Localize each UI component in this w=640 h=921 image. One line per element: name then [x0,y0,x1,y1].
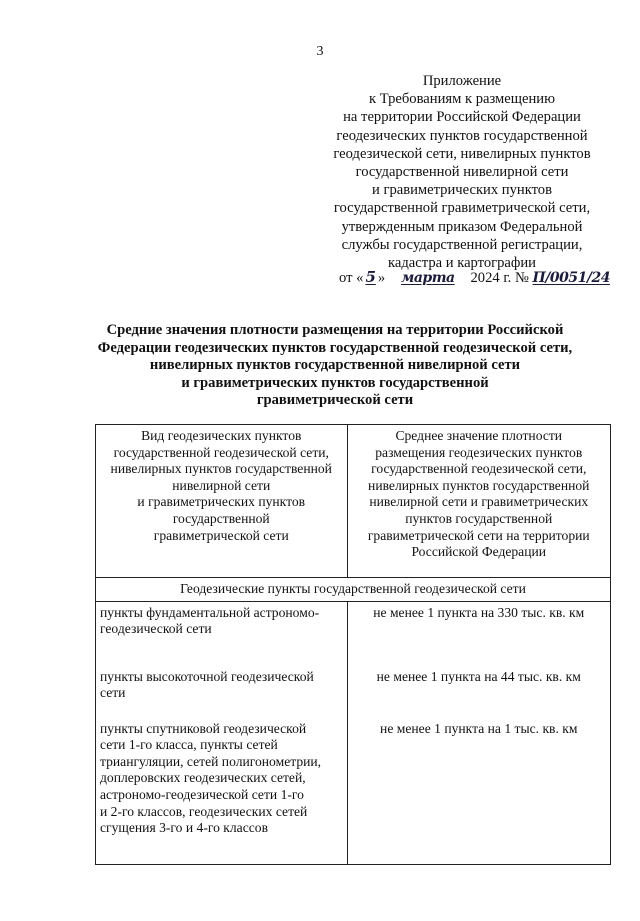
cell-line: и 2-го классов, геодезических сетей [100,803,308,819]
appendix-line: геодезической сети, нивелирных пунктов [333,145,591,162]
cell-line: доплеровских геодезических сетей, [100,770,306,786]
document-title [80,322,590,410]
appendix-line: службы государственной регистрации, [341,236,583,253]
appendix-line: утвержденным приказом Федеральной [341,218,583,235]
header-line: государственной геодезической сети, [113,444,329,460]
header-line: гравиметрической сети на территории [367,527,590,543]
appendix-line: государственной гравиметрической сети, [333,200,591,217]
table-header-row [96,425,611,578]
cell-density-value: не менее 1 пункта на 1 тыс. кв. км [347,718,610,865]
cell-line: пункты фундаментальной астрономо- [100,604,320,620]
cell-line: сгущения 3-го и 4-го классов [100,820,268,836]
cell-line: сети 1-го класса, пункты сетей [100,737,278,753]
order-number-handwritten: П/0051/24 [532,270,610,286]
title-line: гравиметрической сети [256,392,414,409]
title-line: Средние значения плотности размещения на территории Российской [106,322,564,338]
table-row [96,601,611,666]
order-year: 2024 г. № [470,270,529,286]
order-mid: » [377,270,386,286]
table-row [96,666,611,718]
title-line: и гравиметрических пунктов государственной [181,374,489,391]
header-line: нивелирных пунктов государственной [110,461,332,477]
title-line: Федерации геодезических пунктов государственной геодезической сети, [97,339,573,356]
order-prefix: от « [339,270,364,286]
cell-line: геодезической сети [100,621,212,637]
cell-line: пункты высокоточной геодезической [100,668,314,684]
header-line: и гравиметрических пунктов [137,494,306,510]
order-day-handwritten: 5 [365,268,376,286]
cell-line: астрономо-геодезической сети 1-го [100,786,304,802]
header-line: Среднее значение плотности [395,428,563,443]
section-heading: Геодезические пункты государственной геодезической сети [96,578,611,602]
cell-line: сети [100,685,126,701]
appendix-line: государственной нивелирной сети [355,164,569,181]
header-line: гравиметрической сети [153,527,289,543]
header-line: Российской Федерации [411,544,547,560]
appendix-line: к Требованиям к размещению [368,91,555,108]
header-line: нивелирной сети [172,477,271,493]
cell-density-value: не менее 1 пункта на 44 тыс. кв. км [347,666,610,718]
page-number: 3 [316,44,324,59]
header-line: государственной [172,510,270,526]
header-cell-density [347,425,610,578]
cell-point-type [96,666,348,718]
order-date-line [339,268,611,288]
header-line: пунктов государственной [405,510,553,526]
header-line: нивелирных пунктов государственной [368,477,590,493]
header-line: государственной геодезической сети, [371,461,587,477]
density-table [95,424,611,865]
cell-point-type [96,601,348,666]
header-cell-type [96,425,348,578]
cell-density-value: не менее 1 пункта на 330 тыс. кв. км [347,601,610,666]
appendix-line: геодезических пунктов государственной [336,127,588,144]
cell-line: триангуляции, сетей полигонометрии, [100,753,322,769]
appendix-line: кадастра и картографии [388,255,536,272]
table-section-row [96,578,611,602]
appendix-line: и гравиметрических пунктов [372,182,552,199]
appendix-block [312,72,612,272]
cell-line: пункты спутниковой геодезической [100,720,307,736]
cell-point-type [96,718,348,865]
title-line: нивелирных пунктов государственной нивелирной сети [149,357,521,374]
header-line: Вид геодезических пунктов [141,428,302,443]
header-line: нивелирной сети и гравиметрических [369,494,589,510]
appendix-line: Приложение [422,73,502,89]
order-month-handwritten: марта [401,270,455,286]
appendix-line: на территории Российской Федерации [343,109,581,126]
header-line: размещения геодезических пунктов [375,444,583,460]
table-row [96,718,611,865]
